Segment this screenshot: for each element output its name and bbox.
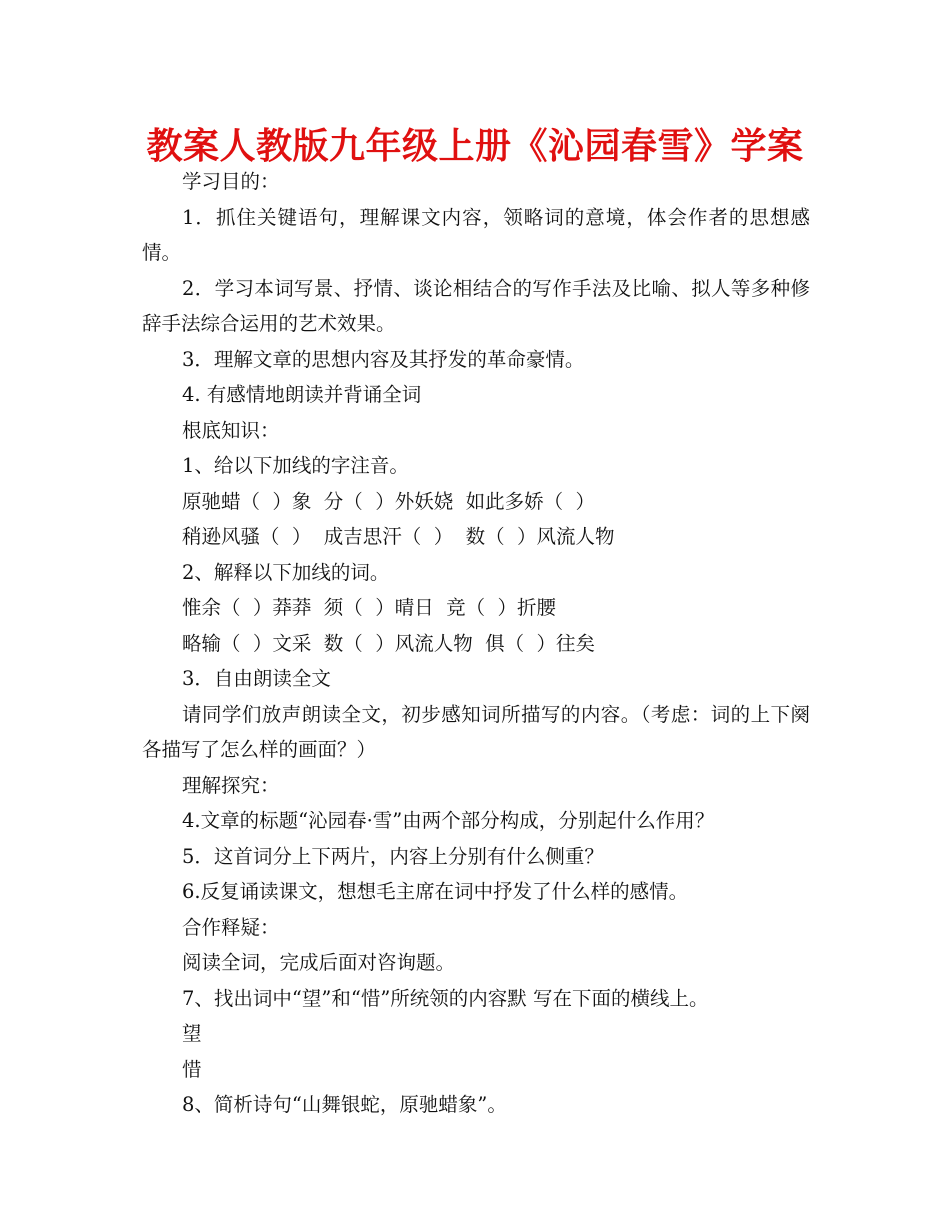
objective-item: 2．学习本词写景、抒情、谈论相结合的写作手法及比喻、拟人等多种修辞手法综合运用的艺术效果。: [142, 276, 810, 335]
objective-item: 4. 有感情地朗读并背诵全词: [182, 383, 422, 406]
instruction-paragraph: 请同学们放声朗读全文，初步感知词所描写的内容。（考虑：词的上下阕各描写了怎么样的画面？）: [142, 702, 810, 761]
objective-item: 1．抓住关键语句，理解课文内容，领略词的意境，体会作者的思想感情。: [142, 205, 810, 264]
section-heading-objectives: 学习目的：: [182, 170, 280, 193]
question-item: 6.反复诵读课文，想想毛主席在词中抒发了什么样的感情。: [182, 880, 689, 903]
question-item: 2、解释以下加线的词。: [182, 560, 390, 584]
exercise-line: 惟余（ ）莽莽 须（ ）晴日 竞（ ）折腰: [182, 596, 556, 619]
objective-item: 3．理解文章的思想内容及其抒发的革命豪情。: [182, 347, 585, 371]
section-heading-basics: 根底知识：: [182, 418, 280, 442]
exercise-line: 稍逊风骚（ ） 成吉思汗（ ） 数（ ）风流人物: [182, 525, 615, 548]
answer-label-xi: 惜: [182, 1057, 202, 1081]
instruction-line: 阅读全词，完成后面对咨询题。: [182, 951, 456, 974]
section-heading-explore: 理解探究：: [182, 773, 280, 797]
document-body: [142, 164, 810, 1123]
exercise-line: 原驰蜡（ ）象 分（ ）外妖娆 如此多娇（ ）: [182, 489, 595, 513]
question-item: 5．这首词分上下两片，内容上分别有什么侧重？: [182, 844, 604, 868]
answer-label-wang: 望: [182, 1022, 202, 1045]
document-title: 教案人教版九年级上册《沁园春雪》学案: [146, 126, 804, 167]
question-item: 7、找出词中“望”和“惜”所统领的内容默 写在下面的横线上。: [182, 986, 709, 1010]
exercise-line: 略输（ ）文采 数（ ）风流人物 俱（ ）往矣: [182, 631, 595, 655]
question-item: 3．自由朗读全文: [182, 667, 331, 690]
question-item: 1、给以下加线的字注音。: [182, 454, 409, 477]
question-item: 8、简析诗句“山舞银蛇，原驰蜡象”。: [182, 1093, 507, 1116]
question-item: 4.文章的标题“沁园春·雪”由两个部分构成，分别起什么作用？: [182, 809, 715, 832]
section-heading-cooperate: 合作释疑：: [182, 915, 280, 939]
